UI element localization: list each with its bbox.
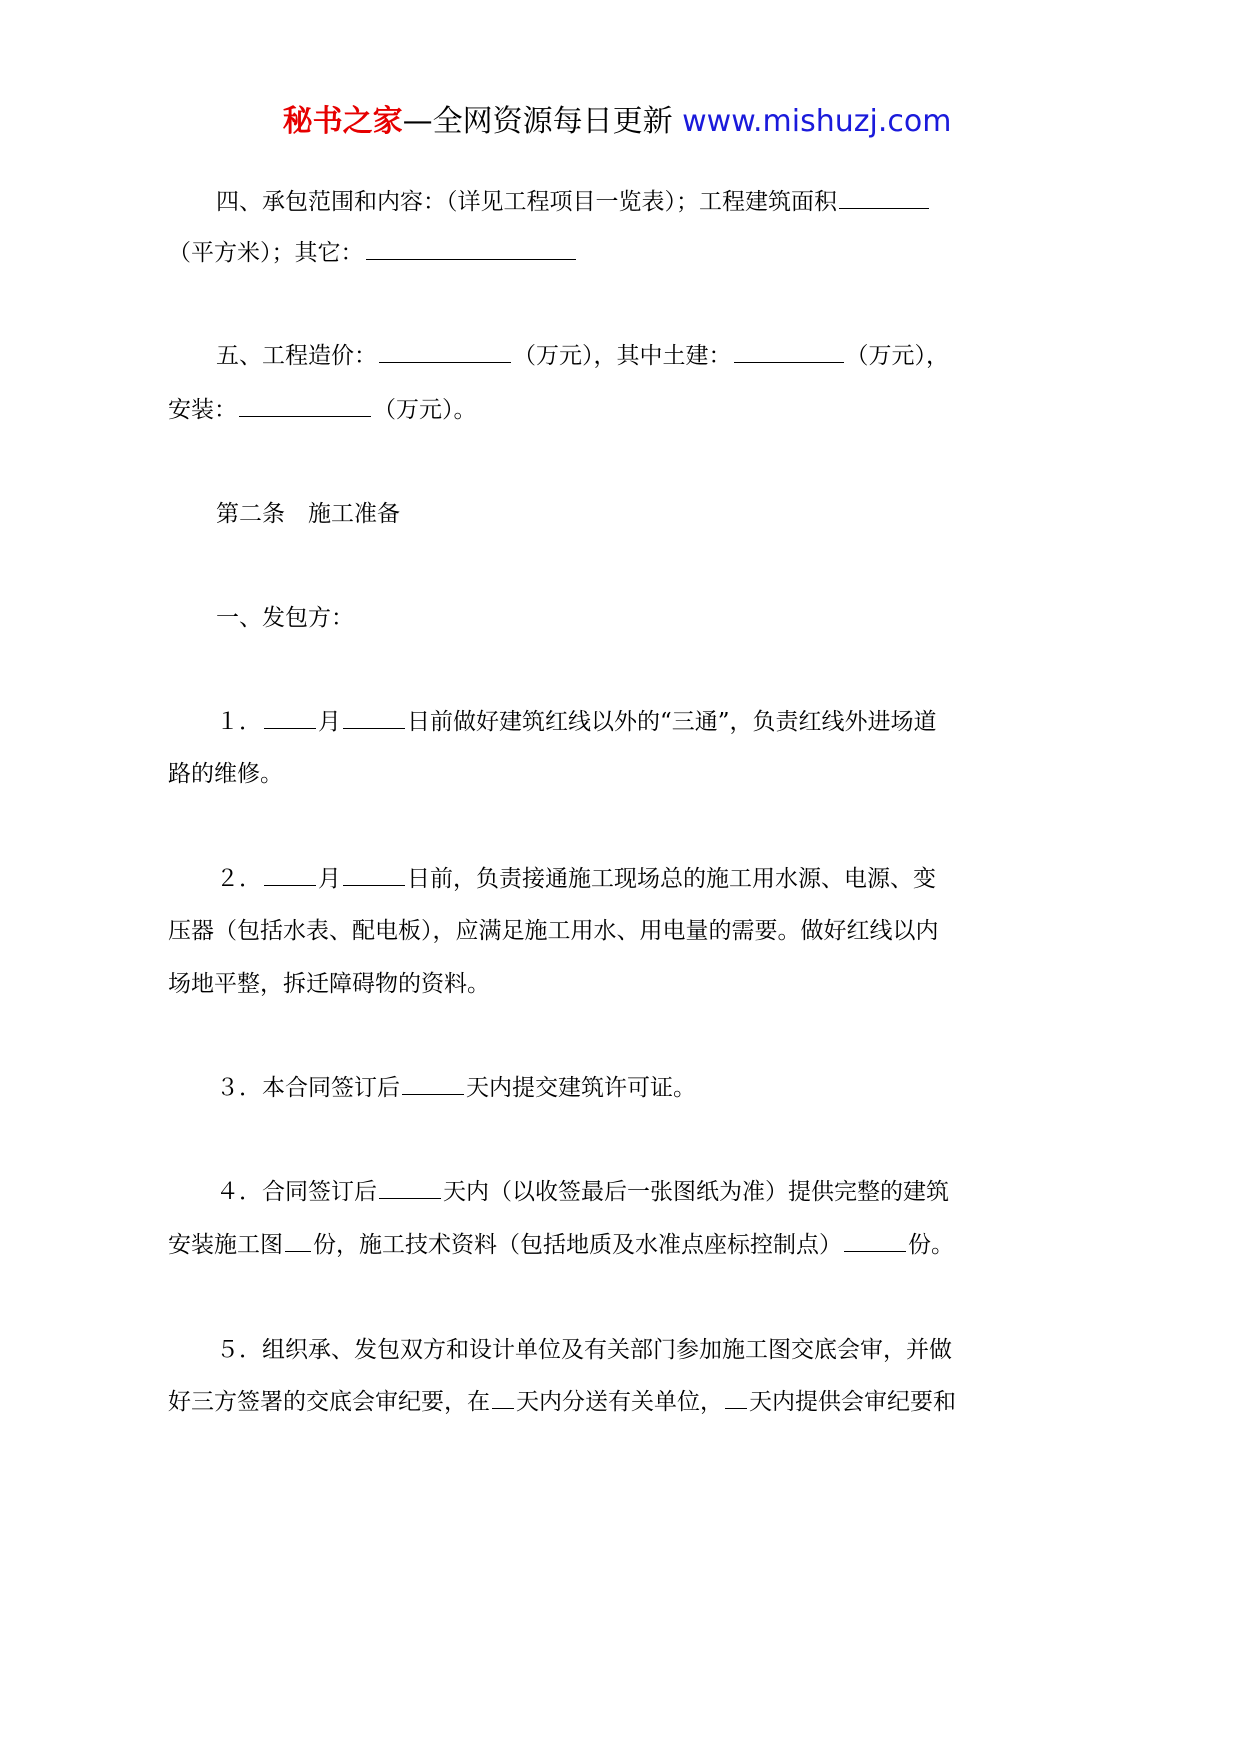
item-1-number: １． — [216, 709, 262, 735]
section-5-line-2 — [168, 392, 477, 428]
blank-total-cost — [379, 338, 511, 363]
blank-item-3-days — [402, 1070, 464, 1095]
item-3-text-2: 天内提交建筑许可证。 — [466, 1075, 696, 1101]
item-2-line-1 — [216, 861, 936, 897]
item-4-text-3: 安装施工图 — [168, 1232, 283, 1258]
item-3-text: ３．本合同签订后 — [216, 1075, 400, 1101]
section-5-install-unit: （万元）。 — [373, 397, 477, 423]
section-4-text: 四、承包范围和内容：（详见工程项目一览表）；工程建筑面积 — [216, 189, 837, 215]
section-5-install-label: 安装： — [168, 397, 237, 423]
blank-item-5-days-1 — [492, 1384, 514, 1409]
item-1-text: 日前做好建筑红线以外的“三通”，负责红线外进场道 — [407, 709, 937, 735]
blank-install-cost — [239, 392, 371, 417]
item-1-line-1 — [216, 704, 937, 740]
item-4-text: ４．合同签订后 — [216, 1179, 377, 1205]
item-2-line-2: 压器（包括水表、配电板），应满足施工用水、用电量的需要。做好红线以内 — [168, 918, 939, 944]
blank-item-4-days — [379, 1174, 441, 1199]
item-5-text: 好三方签署的交底会审纪要，在 — [168, 1389, 490, 1415]
blank-civil-cost — [734, 338, 844, 363]
item-2-text: 日前，负责接通施工现场总的施工用水源、电源、变 — [407, 866, 936, 892]
item-4-text-2: 天内（以收签最后一张图纸为准）提供完整的建筑 — [443, 1179, 949, 1205]
section-5-line-1 — [216, 338, 949, 374]
blank-item-2-day — [343, 861, 405, 886]
party-a-heading: 一、发包方： — [216, 605, 354, 631]
site-url-link[interactable]: www.mishuzj.com — [682, 104, 952, 139]
section-5-unit: （万元）， — [845, 343, 949, 369]
section-5-label: 五、工程造价： — [216, 343, 377, 369]
item-5-line-1: ５．组织承、发包双方和设计单位及有关部门参加施工图交底会审，并做 — [216, 1337, 952, 1363]
article-2-heading: 第二条 施工准备 — [216, 501, 400, 527]
item-2-number: ２． — [216, 866, 262, 892]
brand-name: 秘书之家 — [282, 104, 403, 139]
blank-item-4-drawing-copies — [285, 1227, 311, 1252]
blank-item-2-month — [264, 861, 316, 886]
blank-item-4-doc-copies — [844, 1227, 906, 1252]
section-5-civil-label: （万元），其中土建： — [513, 343, 732, 369]
header-tagline: —全网资源每日更新 — [402, 104, 683, 139]
item-1-line-2: 路的维修。 — [168, 761, 283, 787]
blank-item-1-day — [343, 704, 405, 729]
section-4-text-2: （平方米）；其它： — [168, 240, 364, 266]
section-4-line-2 — [168, 235, 578, 271]
site-header — [0, 100, 1234, 144]
item-5-text-3: 天内提供会审纪要和 — [749, 1389, 956, 1415]
blank-item-5-days-2 — [725, 1384, 747, 1409]
item-4-line-2 — [168, 1227, 954, 1263]
blank-item-1-month — [264, 704, 316, 729]
item-4-line-1 — [216, 1174, 949, 1210]
item-4-text-5: 份。 — [908, 1232, 954, 1258]
section-4-line-1 — [216, 184, 931, 220]
item-5-text-2: 天内分送有关单位， — [516, 1389, 723, 1415]
item-2-line-3: 场地平整，拆迁障碍物的资料。 — [168, 971, 490, 997]
item-3-line-1 — [216, 1070, 696, 1106]
item-4-text-4: 份，施工技术资料（包括地质及水准点座标控制点） — [313, 1232, 842, 1258]
blank-building-area — [839, 184, 929, 209]
item-5-line-2 — [168, 1384, 956, 1420]
item-2-month-label: 月 — [318, 866, 341, 892]
blank-other — [366, 235, 576, 260]
item-1-month-label: 月 — [318, 709, 341, 735]
